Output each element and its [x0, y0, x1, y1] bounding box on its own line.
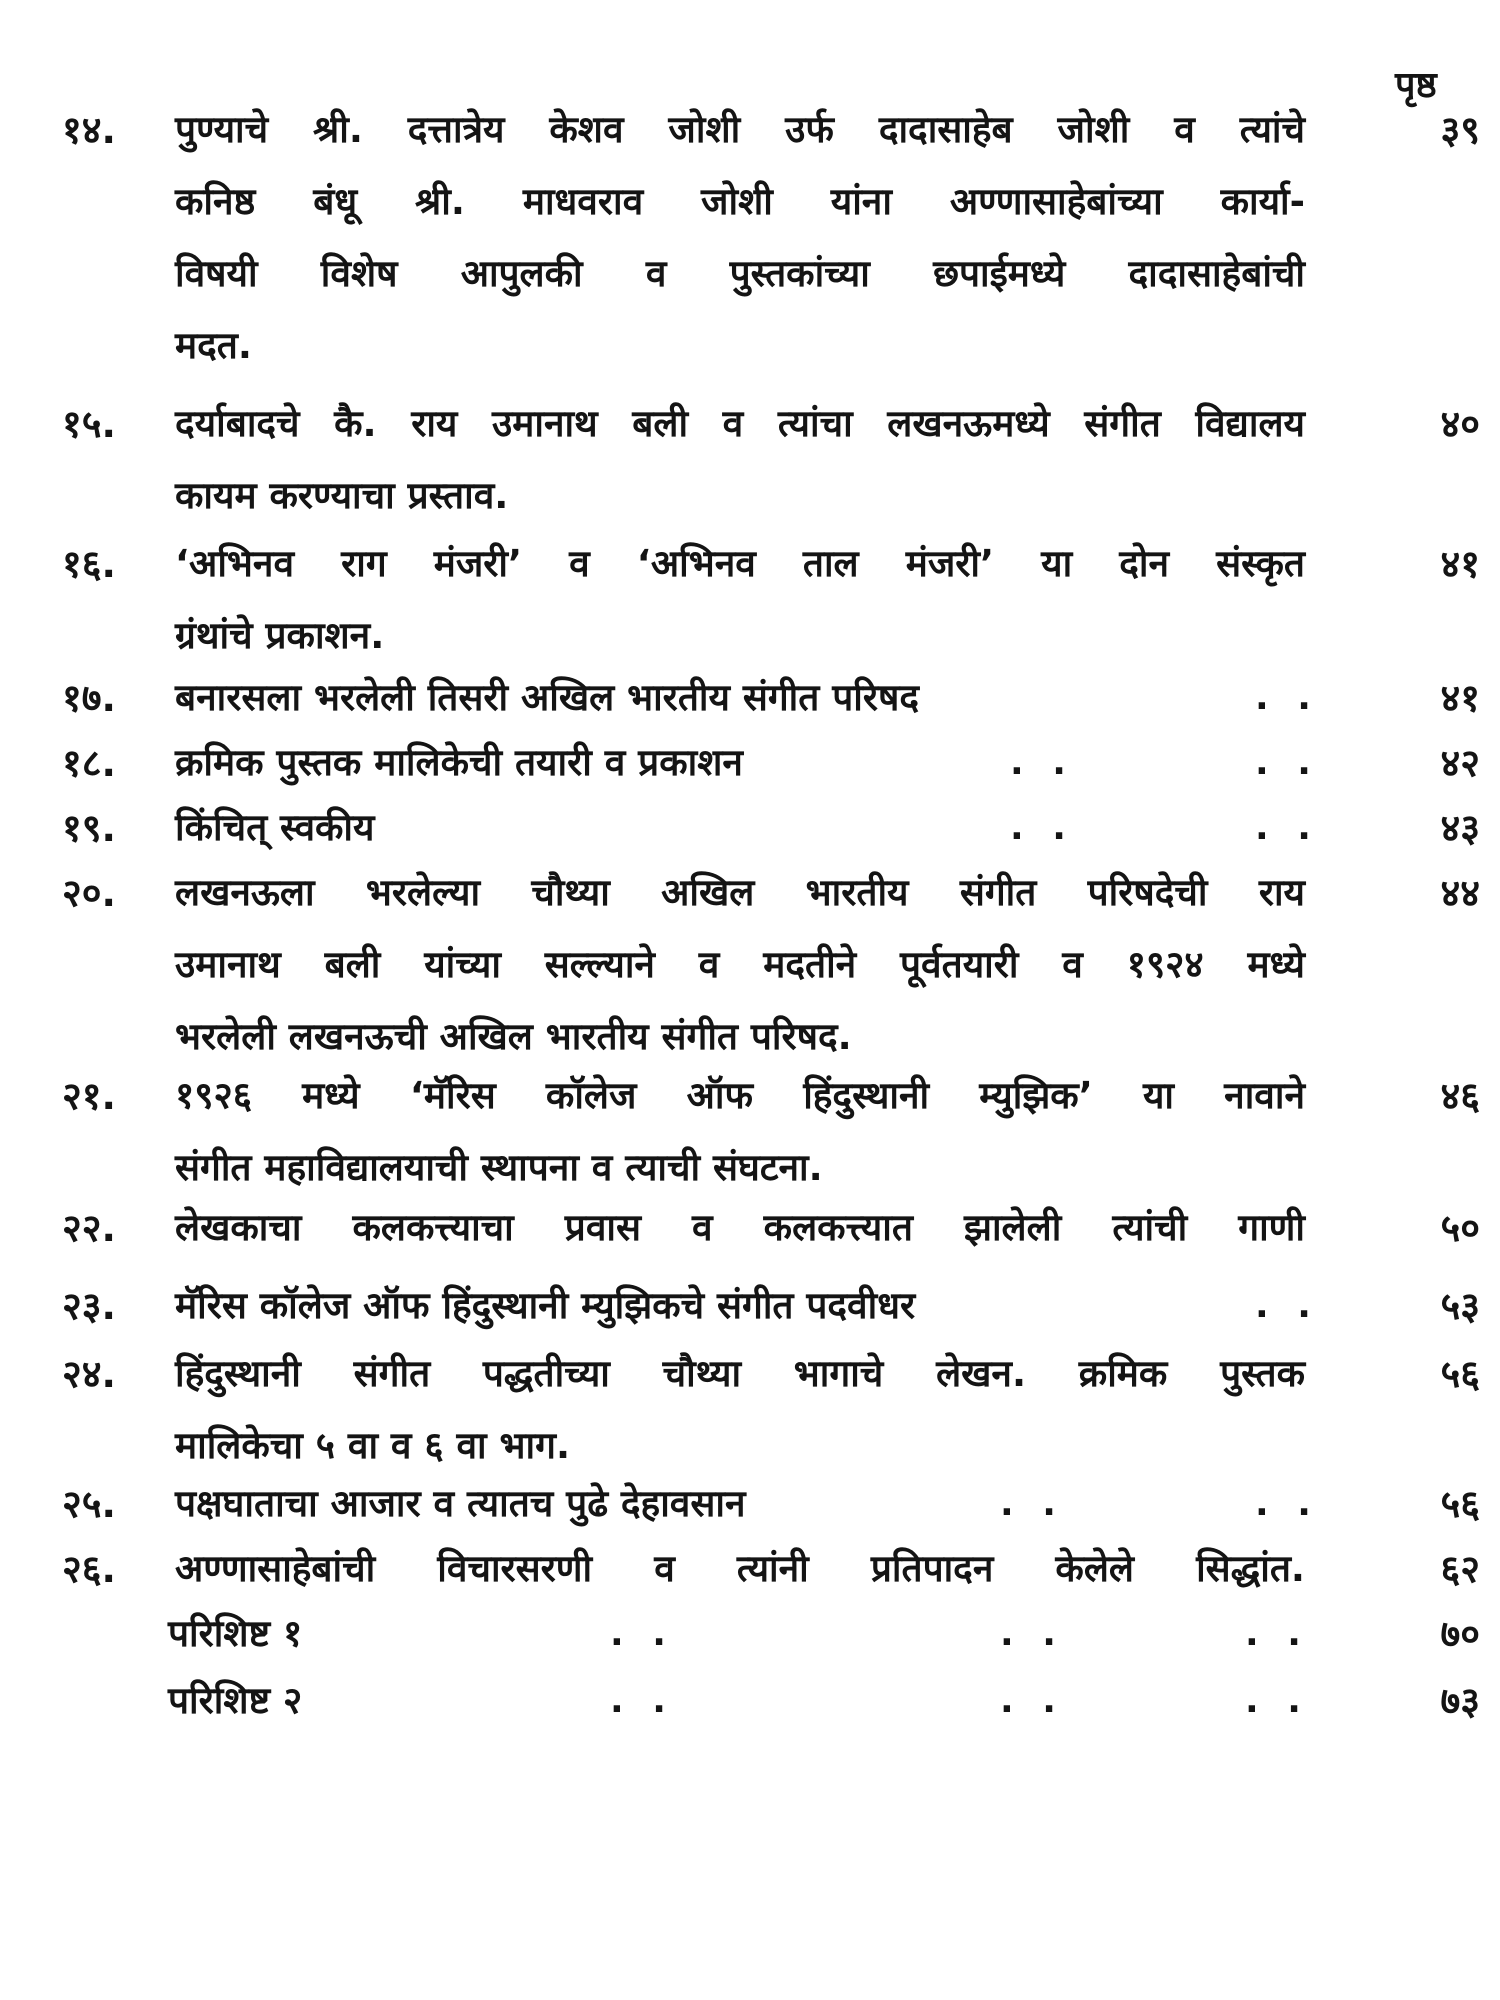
dot-leader: . . [610, 1613, 674, 1654]
appendix-title-line: परिशिष्ट १ [168, 1612, 303, 1655]
entry-page-number: ४४ [1440, 871, 1480, 915]
entry-page-number: ५६ [1440, 1352, 1480, 1396]
appendix-page-number: ७० [1440, 1612, 1480, 1656]
entry-page-number: ५३ [1440, 1284, 1480, 1328]
entry-title-line: दर्याबादचे कै. राय उमानाथ बली व त्यांचा लखनऊमध्ये संगीत विद्यालय [175, 402, 1305, 445]
entry-title [175, 662, 1305, 734]
page-column-header: पृष्ठ [1395, 65, 1437, 106]
entry-title-line: मालिकेचा ५ वा व ६ वा भाग. [175, 1424, 571, 1467]
entry-title [175, 1270, 1305, 1342]
entry-title-line: कनिष्ठ बंधू श्री. माधवराव जोशी यांना अण्णासाहेबांच्या कार्या- [175, 180, 1305, 223]
entry-number: २६. [62, 1547, 116, 1591]
entry-title-line: भरलेली लखनऊची अखिल भारतीय संगीत परिषद. [175, 1015, 852, 1058]
entry-title-line: हिंदुस्थानी संगीत पद्धतीच्या चौथ्या भागाचे लेखन. क्रमिक पुस्तक [175, 1352, 1305, 1395]
entry-page-number: ६२ [1440, 1547, 1480, 1591]
entry-title-line: ‘अभिनव राग मंजरी’ व ‘अभिनव ताल मंजरी’ या दोन संस्कृत [175, 542, 1305, 585]
entry-number: १७. [62, 676, 116, 720]
dot-leader: . . [1245, 1613, 1309, 1654]
entry-page-number: ५० [1440, 1206, 1480, 1250]
dot-leader: . . [1010, 807, 1074, 848]
dot-leader: . . [1000, 1680, 1064, 1721]
entry-number: १८. [62, 741, 116, 785]
dot-leader: . . [1245, 1680, 1309, 1721]
appendix-page-number: ७३ [1440, 1679, 1480, 1723]
dot-leader: . . [1010, 742, 1074, 783]
appendix-title-line: परिशिष्ट २ [168, 1679, 303, 1722]
entry-title-line: मदत. [175, 324, 252, 367]
entry-title [175, 528, 1305, 672]
entry-title-line: विषयी विशेष आपुलकी व पुस्तकांच्या छपाईमध्ये दादासाहेबांची [175, 252, 1305, 295]
entry-title [175, 1192, 1305, 1264]
entry-title-line: लेखकाचा कलकत्त्याचा प्रवास व कलकत्त्यात झालेली त्यांची गाणी [175, 1206, 1305, 1249]
entry-number: २१. [62, 1074, 116, 1118]
entry-number: २२. [62, 1206, 116, 1250]
entry-title-line: बनारसला भरलेली तिसरी अखिल भारतीय संगीत परिषद [175, 676, 919, 719]
entry-page-number: ४१ [1440, 542, 1480, 586]
dot-leader: . . [1255, 677, 1319, 718]
entry-title-line: कायम करण्याचा प्रस्ताव. [175, 474, 509, 517]
entry-page-number: ३९ [1440, 108, 1480, 152]
entry-title-line: संगीत महाविद्यालयाची स्थापना व त्याची संघटना. [175, 1146, 823, 1189]
entry-page-number: ४६ [1440, 1074, 1480, 1118]
entry-title [175, 388, 1305, 532]
entry-number: २४. [62, 1352, 116, 1396]
appendix-title [168, 1598, 1298, 1670]
entry-title-line: लखनऊला भरलेल्या चौथ्या अखिल भारतीय संगीत परिषदेची राय [175, 871, 1305, 914]
dot-leader: . . [1255, 742, 1319, 783]
entry-title-line: ग्रंथांचे प्रकाशन. [175, 614, 385, 657]
dot-leader: . . [1255, 1285, 1319, 1326]
dot-leader: . . [610, 1680, 674, 1721]
entry-title [175, 1338, 1305, 1482]
entry-title-line: १९२६ मध्ये ‘मॅरिस कॉलेज ऑफ हिंदुस्थानी म्युझिक’ या नावाने [175, 1074, 1305, 1117]
entry-number: १४. [62, 108, 116, 152]
entry-title-line: पक्षघाताचा आजार व त्यातच पुढे देहावसान [175, 1482, 746, 1525]
dot-leader: . . [1255, 807, 1319, 848]
entry-page-number: ५६ [1440, 1482, 1480, 1526]
entry-title-line: पुण्याचे श्री. दत्तात्रेय केशव जोशी उर्फ दादासाहेब जोशी व त्यांचे [175, 108, 1305, 151]
entry-title-line: अण्णासाहेबांची विचारसरणी व त्यांनी प्रतिपादन केलेले सिद्धांत. [175, 1547, 1305, 1590]
entry-number: १६. [62, 542, 116, 586]
dot-leader: . . [1000, 1613, 1064, 1654]
appendix-title [168, 1665, 1298, 1737]
entry-number: १९. [62, 806, 116, 850]
entry-page-number: ४३ [1440, 806, 1480, 850]
entry-page-number: ४० [1440, 402, 1480, 446]
entry-number: २३. [62, 1284, 116, 1328]
entry-title [175, 792, 1305, 864]
dot-leader: . . [1000, 1483, 1064, 1524]
entry-title-line: क्रमिक पुस्तक मालिकेची तयारी व प्रकाशन [175, 741, 743, 784]
dot-leader: . . [1255, 1483, 1319, 1524]
entry-title-line: मॅरिस कॉलेज ऑफ हिंदुस्थानी म्युझिकचे संगीत पदवीधर [175, 1284, 916, 1327]
entry-number: १५. [62, 402, 116, 446]
entry-title [175, 94, 1305, 382]
entry-title [175, 1060, 1305, 1204]
entry-title [175, 857, 1305, 1073]
entry-title [175, 1533, 1305, 1605]
entry-page-number: ४१ [1440, 676, 1480, 720]
entry-title-line: उमानाथ बली यांच्या सल्ल्याने व मदतीने पूर्वतयारी व १९२४ मध्ये [175, 943, 1305, 986]
entry-page-number: ४२ [1440, 741, 1480, 785]
entry-number: २५. [62, 1482, 116, 1526]
entry-title-line: किंचित् स्वकीय [175, 806, 375, 849]
entry-title [175, 1468, 1305, 1540]
entry-number: २०. [62, 871, 116, 915]
entry-title [175, 727, 1305, 799]
